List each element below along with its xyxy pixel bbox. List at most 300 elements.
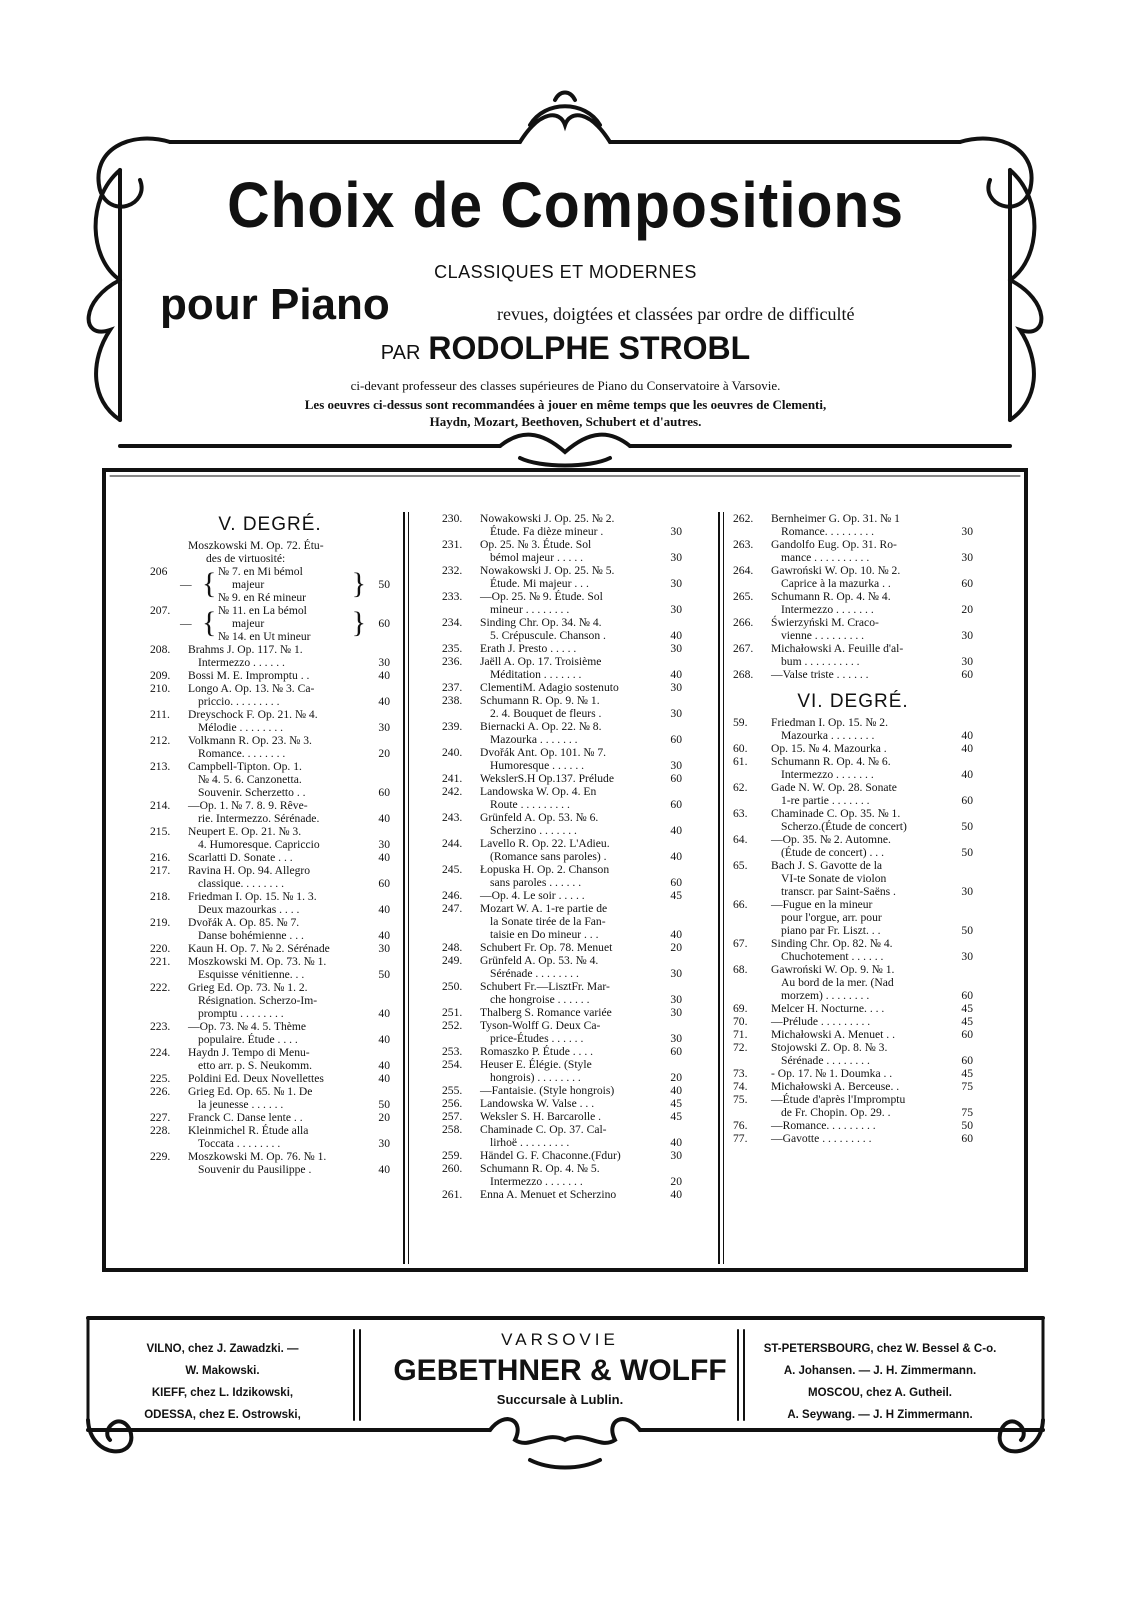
entry-text: VI-te Sonate de violon: [781, 872, 887, 885]
entry-number: 222.: [150, 981, 171, 994]
catalog-entry: [442, 1110, 682, 1123]
left-brace: {: [202, 606, 217, 639]
catalog-entry: [733, 1002, 973, 1015]
entry-price: 30: [961, 551, 973, 564]
entry-text: Humoresque . . . . . .: [490, 759, 585, 772]
column-divider-left-b: [408, 512, 409, 1264]
catalog-entry: [150, 864, 390, 890]
entry-number: 255.: [442, 1084, 463, 1097]
entry-text: pour l'orgue, arr. pour: [781, 911, 882, 924]
catalog-entry: [442, 642, 682, 655]
entry-text: Landowska W. Valse . . .: [480, 1097, 595, 1110]
entry-number: 267.: [733, 642, 754, 655]
entry-text: Franck C. Danse lente . .: [188, 1111, 303, 1124]
catalog-entry: [442, 941, 682, 954]
entry-price: 60: [378, 786, 390, 799]
entry-number: 260.: [442, 1162, 463, 1175]
entry-text: Route . . . . . . . . .: [490, 798, 570, 811]
entry-text: che hongroise . . . . . .: [490, 993, 590, 1006]
entry-number: 59.: [733, 716, 748, 729]
entry-text: Gawroński W. Op. 10. № 2.: [771, 564, 901, 577]
entry-price: 40: [961, 742, 973, 755]
entry-text: Campbell-Tipton. Op. 1.: [188, 760, 302, 773]
entry-number: 239.: [442, 720, 463, 733]
entry-number: 252.: [442, 1019, 463, 1032]
entry-price: 40: [670, 629, 682, 642]
entry-text: 4. Humoresque. Capriccio: [198, 838, 320, 851]
catalog-entry: [442, 1058, 682, 1084]
catalog-entry: [150, 682, 390, 708]
entry-text: Friedman I. Op. 15. № 2.: [771, 716, 889, 729]
catalog-entry: [442, 1019, 682, 1045]
entry-text: WekslerS.H Op.137. Prélude: [480, 772, 614, 785]
catalog-entry: [150, 981, 390, 1020]
entry-text: Sérénade . . . . . . . .: [781, 1054, 870, 1067]
entry-text: Tyson-Wolff G. Deux Ca-: [480, 1019, 601, 1032]
entry-text: Enna A. Menuet et Scherzino: [480, 1188, 617, 1201]
entry-text: Friedman I. Op. 15. № 1. 3.: [188, 890, 317, 903]
catalog-entry: [150, 1072, 390, 1085]
catalog-entry: [733, 1080, 973, 1093]
entry-text: Résignation. Scherzo-Im-: [198, 994, 318, 1007]
entry-price: 20: [670, 941, 682, 954]
entry-text: Grünfeld A. Op. 53. № 6.: [480, 811, 599, 824]
entry-price: 50: [961, 820, 973, 833]
entry-text: Moszkowski M. Op. 76. № 1.: [188, 1150, 327, 1163]
page-title: Choix de Compositions: [227, 169, 904, 241]
catalog-entry: [442, 1097, 682, 1110]
entry-number: 235.: [442, 642, 463, 655]
entry-text: Scherzo.(Étude de concert): [781, 820, 907, 833]
entry-number: 262.: [733, 512, 754, 525]
top-center-ornament: [520, 93, 610, 143]
catalog-entry: [150, 708, 390, 734]
entry-number: 63.: [733, 807, 748, 820]
entry-number: 217.: [150, 864, 171, 877]
catalog-entry: [442, 954, 682, 980]
entry-text: promptu . . . . . . . .: [198, 1007, 284, 1020]
catalog-entry: [733, 512, 973, 538]
entry-text: Händel G. F. Chaconne.(Fdur): [480, 1149, 621, 1162]
entry-number: 254.: [442, 1058, 463, 1071]
catalog-entry: [733, 1093, 973, 1119]
entry-text: Grieg Ed. Op. 73. № 1. 2.: [188, 981, 308, 994]
right-brace: }: [351, 606, 366, 639]
mid-center-ornament: [500, 435, 630, 466]
entry-text: Op. 15. № 4. Mazourka .: [771, 742, 887, 755]
entry-text: Stojowski Z. Op. 8. № 3.: [771, 1041, 888, 1054]
catalog-entry: [733, 898, 973, 937]
catalog-entry: [150, 851, 390, 864]
entry-number: 210.: [150, 682, 171, 695]
entry-price: 60: [961, 989, 973, 1002]
entry-price: 60: [378, 877, 390, 890]
catalog-entry: [442, 512, 682, 538]
entry-price: 30: [670, 603, 682, 616]
entry-text: price-Études . . . . . .: [490, 1032, 584, 1045]
catalog-entry-206: 206 — { № 7. en Mi bémol majeur № 9. en Ré mineur } 50: [150, 565, 390, 604]
entry-text: Weksler S. H. Barcarolle .: [480, 1110, 602, 1123]
entry-price: 30: [670, 551, 682, 564]
author-name: RODOLPHE STROBL: [428, 330, 751, 366]
entry-text: la Sonate tirée de la Fan-: [490, 915, 606, 928]
entry-text: Jaëll A. Op. 17. Troisième: [480, 655, 602, 668]
entry-text: Michałowski A. Menuet . .: [771, 1028, 895, 1041]
entry-price: 30: [961, 655, 973, 668]
catalog-entry: [442, 746, 682, 772]
entry-number: 232.: [442, 564, 463, 577]
entry-number: 71.: [733, 1028, 748, 1041]
entry-number: 245.: [442, 863, 463, 876]
footer-divider-left: [354, 1330, 360, 1420]
entry-text: —Op. 25. № 9. Étude. Sol: [480, 590, 603, 603]
entry-price: 60: [961, 668, 973, 681]
entry-number: 244.: [442, 837, 463, 850]
entry-price: 30: [670, 1032, 682, 1045]
catalog-entry: [442, 720, 682, 746]
entry-price: 30: [670, 525, 682, 538]
entry-text: —Fugue en la mineur: [771, 898, 873, 911]
entry-text: Étude. Fa dièze mineur .: [490, 525, 604, 538]
catalog-entry: [442, 889, 682, 902]
entry-price: 40: [670, 668, 682, 681]
entry-text: Sérénade . . . . . . . .: [490, 967, 579, 980]
catalog-entry: [733, 742, 973, 755]
entry-price: 40: [378, 903, 390, 916]
entry-price: 60: [961, 577, 973, 590]
column-divider-left: [403, 512, 405, 1264]
catalog-entry: [442, 616, 682, 642]
entry-text: classique. . . . . . . .: [198, 877, 284, 890]
entry-number: 238.: [442, 694, 463, 707]
entry-price: 30: [378, 1137, 390, 1150]
right-brace: }: [351, 567, 366, 600]
entry-price: 40: [378, 812, 390, 825]
entry-text: Kleinmichel R. Étude alla: [188, 1124, 309, 1137]
entry-price: 40: [378, 1072, 390, 1085]
entry-price: 30: [961, 950, 973, 963]
entry-text: —Romance. . . . . . . . .: [771, 1119, 876, 1132]
entry-text: Volkmann R. Op. 23. № 3.: [188, 734, 312, 747]
entry-text: Landowska W. Op. 4. En: [480, 785, 597, 798]
entry-price: 40: [378, 1007, 390, 1020]
catalog-entry: [442, 837, 682, 863]
entry-text: Intermezzo . . . . . . .: [490, 1175, 583, 1188]
entry-text: Esquisse vénitienne. . .: [198, 968, 305, 981]
entry-number: 261.: [442, 1188, 463, 1201]
entry-text: - Op. 17. № 1. Doumka . .: [771, 1067, 893, 1080]
entry-number: 73.: [733, 1067, 748, 1080]
entry-price: 40: [378, 929, 390, 942]
entry-number: 237.: [442, 681, 463, 694]
catalog-entry: [150, 1046, 390, 1072]
entry-text: —Valse triste . . . . . .: [771, 668, 869, 681]
entry-number: 264.: [733, 564, 754, 577]
entry-price: 30: [378, 656, 390, 669]
entry-text: Sinding Chr. Op. 34. № 4.: [480, 616, 602, 629]
entry-price: 60: [961, 1132, 973, 1145]
entry-number: 230.: [442, 512, 463, 525]
entry-price: 40: [378, 695, 390, 708]
catalog-entry: [733, 755, 973, 781]
entry-number: 75.: [733, 1093, 748, 1106]
catalog-entry: [442, 590, 682, 616]
entry-text: 2. 4. Bouquet de fleurs .: [490, 707, 602, 720]
entry-text: rie. Intermezzo. Sérénade.: [198, 812, 320, 825]
catalog-entry: [733, 590, 973, 616]
left-brace: {: [202, 567, 217, 600]
entry-text: bémol majeur . . . . .: [490, 551, 584, 564]
entry-text: Lavello R. Op. 22. L'Adieu.: [480, 837, 610, 850]
entry-price: 30: [961, 629, 973, 642]
dash: —: [180, 617, 192, 630]
column-divider-right: [718, 512, 720, 1264]
entry-number: 225.: [150, 1072, 171, 1085]
catalog-entry: [442, 785, 682, 811]
entry-text: la jeunesse . . . . . .: [198, 1098, 284, 1111]
entry-number: 257.: [442, 1110, 463, 1123]
catalog-entry: [733, 538, 973, 564]
entry-number: 243.: [442, 811, 463, 824]
entry-price: 45: [670, 1097, 682, 1110]
entry-text: 5. Crépuscule. Chanson .: [490, 629, 606, 642]
entry-text: 1-re partie . . . . . . .: [781, 794, 870, 807]
entry-number: 263.: [733, 538, 754, 551]
entry-text: Michałowski A. Feuille d'al-: [771, 642, 904, 655]
moszkowski-intro: Moszkowski M. Op. 72. Étu- des de virtuosité:: [188, 539, 324, 565]
entry-price: 40: [670, 850, 682, 863]
entry-text: Schumann R. Op. 4. № 5.: [480, 1162, 600, 1175]
publisher-city: VARSOVIE: [501, 1330, 619, 1349]
catalog-entry: [733, 833, 973, 859]
entry-price: 45: [961, 1002, 973, 1015]
entry-price: 30: [670, 993, 682, 1006]
entry-text: sans paroles . . . . . .: [490, 876, 582, 889]
entry-text: Longo A. Op. 13. № 3. Ca-: [188, 682, 315, 695]
entry-price: 30: [378, 721, 390, 734]
entry-text: Op. 25. № 3. Étude. Sol: [480, 538, 592, 551]
entry-price: 60: [961, 1028, 973, 1041]
entry-price: 40: [670, 1188, 682, 1201]
entry-number: 62.: [733, 781, 748, 794]
entry-number: 213.: [150, 760, 171, 773]
entry-number: 65.: [733, 859, 748, 872]
entry-text: Dvořák Ant. Op. 101. № 7.: [480, 746, 607, 759]
entry-text: —Gavotte . . . . . . . . .: [771, 1132, 872, 1145]
entry-price: 30: [670, 967, 682, 980]
instrument-heading: pour Piano: [160, 280, 390, 329]
entry-text: Poldini Ed. Deux Novellettes: [188, 1072, 324, 1085]
entry-text: Romaszko P. Étude . . . .: [480, 1045, 594, 1058]
catalog-entry: [150, 643, 390, 669]
entry-number: 240.: [442, 746, 463, 759]
entry-price: 20: [378, 1111, 390, 1124]
footer-publisher-block: [380, 1330, 740, 1407]
entry-number: 77.: [733, 1132, 748, 1145]
catalog-entry: [150, 799, 390, 825]
catalog-entry: [150, 734, 390, 760]
entry-number: 66.: [733, 898, 748, 911]
entry-number: 226.: [150, 1085, 171, 1098]
entry-text: transcr. par Saint-Saëns .: [781, 885, 896, 898]
entry-price: 30: [670, 642, 682, 655]
entry-price: 50: [961, 846, 973, 859]
catalog-entry: [733, 859, 973, 898]
entry-number: 233.: [442, 590, 463, 603]
entry-text: Świerzyński M. Craco-: [771, 616, 879, 629]
entry-price: 40: [378, 669, 390, 682]
entry-text: piano par Fr. Liszt. . .: [781, 924, 881, 937]
entry-text: Intermezzo . . . . . .: [198, 656, 285, 669]
entry-number: 67.: [733, 937, 748, 950]
entry-number: 215.: [150, 825, 171, 838]
entry-price: 40: [670, 1136, 682, 1149]
entry-price: 30: [670, 1006, 682, 1019]
entry-text: (Romance sans paroles) .: [490, 850, 607, 863]
entry-text: —Prélude . . . . . . . . .: [771, 1015, 871, 1028]
entry-number: 242.: [442, 785, 463, 798]
entry-price: 60: [670, 733, 682, 746]
catalog-entry: [442, 772, 682, 785]
entry-text: —Étude d'après l'Impromptu: [771, 1093, 906, 1106]
entry-number: 241.: [442, 772, 463, 785]
entry-text: Mélodie . . . . . . . .: [198, 721, 284, 734]
catalog-entry: [733, 1132, 973, 1145]
entry-text: vienne . . . . . . . . .: [781, 629, 865, 642]
catalog-list-col2: [442, 512, 682, 1201]
catalog-entry: [733, 963, 973, 1002]
entry-price: 30: [670, 681, 682, 694]
entry-text: Dvořák A. Op. 85. № 7.: [188, 916, 300, 929]
entry-price: 45: [961, 1015, 973, 1028]
entry-text: Bach J. S. Gavotte de la: [771, 859, 883, 872]
par-label: PAR: [380, 342, 421, 364]
catalog-entry: [442, 681, 682, 694]
catalog-entry: [150, 1111, 390, 1124]
entry-number: 248.: [442, 941, 463, 954]
subtitle: CLASSIQUES ET MODERNES: [434, 262, 697, 282]
entry-text: Melcer H. Nocturne. . . .: [771, 1002, 885, 1015]
entry-number: 247.: [442, 902, 463, 915]
entry-text: lirhoë . . . . . . . . .: [490, 1136, 570, 1149]
catalog-list-col1: [150, 643, 390, 1176]
entry-text: Souvenir du Pausilippe .: [198, 1163, 312, 1176]
entry-text: Caprice à la mazurka . .: [781, 577, 891, 590]
entry-price: 60: [961, 794, 973, 807]
entry-price: 40: [670, 1084, 682, 1097]
catalog-entry: [150, 669, 390, 682]
entry-text: Bossi M. E. Impromptu . .: [188, 669, 310, 682]
entry-text: Gade N. W. Op. 28. Sonate: [771, 781, 897, 794]
entry-number: 68.: [733, 963, 748, 976]
entry-number: 228.: [150, 1124, 171, 1137]
entry-text: bum . . . . . . . . . .: [781, 655, 860, 668]
entry-price: 20: [961, 603, 973, 616]
entry-number: 207.: [150, 604, 171, 617]
entry-number: 60.: [733, 742, 748, 755]
entry-text: Kaun H. Op. 7. № 2. Sérénade: [188, 942, 330, 955]
catalog-entry: [733, 564, 973, 590]
entry-price: 50: [961, 1119, 973, 1132]
entry-price: 30: [670, 759, 682, 772]
entry-number: 206: [150, 565, 168, 578]
entry-number: 229.: [150, 1150, 171, 1163]
catalog-entry: [733, 807, 973, 833]
entry-text: Schumann R. Op. 4. № 6.: [771, 755, 891, 768]
entry-price: 40: [378, 851, 390, 864]
catalog-entry: [733, 1067, 973, 1080]
degree-6-heading: VI. DEGRÉ.: [797, 691, 909, 712]
entry-text: Neupert E. Op. 21. № 3.: [188, 825, 302, 838]
entry-text: Thalberg S. Romance variée: [480, 1006, 612, 1019]
catalog-entry: [442, 1123, 682, 1149]
column-divider-right-b: [723, 512, 724, 1264]
author-line: [0, 330, 1131, 367]
entry-price: 60: [670, 876, 682, 889]
entry-text: mineur . . . . . . . .: [490, 603, 570, 616]
entry-price: 45: [961, 1067, 973, 1080]
entry-number: 61.: [733, 755, 748, 768]
entry-number: 246.: [442, 889, 463, 902]
entry-number: 259.: [442, 1149, 463, 1162]
catalog-entry: [733, 616, 973, 642]
entry-text: Intermezzo . . . . . . .: [781, 603, 874, 616]
entry-text: —Op. 1. № 7. 8. 9. Rêve-: [188, 799, 308, 812]
catalog-entry: [442, 1006, 682, 1019]
entry-price: 20: [378, 747, 390, 760]
entry-text: Mazourka . . . . . . .: [490, 733, 578, 746]
recommendation-line-1: Les oeuvres ci-dessus sont recommandées à jouer en même temps que les oeuvres de Clementi,: [304, 397, 827, 412]
catalog-column-1: [150, 512, 390, 1176]
catalog-entry: [150, 760, 390, 799]
entry-text: Dreyschock F. Op. 21. № 4.: [188, 708, 318, 721]
entry-text: Schubert Fr.—LisztFr. Mar-: [480, 980, 610, 993]
footer-agents-left: VILNO, chez J. Zawadzki. — W. Makowski. KIEFF, chez L. Idzikowski, ODESSA, chez E. Ostrowski,: [144, 1343, 301, 1421]
entry-text: Nowakowski J. Op. 25. № 2.: [480, 512, 615, 525]
entry-text: Au bord de la mer. (Nad: [781, 976, 894, 989]
entry-text: Bernheimer G. Op. 31. № 1: [771, 512, 900, 525]
entry-text: Gawroński W. Op. 9. № 1.: [771, 963, 895, 976]
entry-number: 212.: [150, 734, 171, 747]
entry-number: 266.: [733, 616, 754, 629]
catalog-entry: [733, 937, 973, 963]
entry-number: 69.: [733, 1002, 748, 1015]
catalog-entry: [442, 538, 682, 564]
entry-number: 223.: [150, 1020, 171, 1033]
entry-number: 219.: [150, 916, 171, 929]
entry-number: 249.: [442, 954, 463, 967]
entry-text: Schumann R. Op. 4. № 4.: [771, 590, 891, 603]
entry-price: 40: [670, 928, 682, 941]
entry-text: Mazourka . . . . . . . .: [781, 729, 875, 742]
edition-note: revues, doigtées et classées par ordre de difficulté: [497, 304, 855, 324]
entry-price: 50: [378, 1098, 390, 1111]
entry-number: 253.: [442, 1045, 463, 1058]
entry-price: 50: [378, 968, 390, 981]
catalog-entry: [150, 955, 390, 981]
entry-price: 30: [378, 838, 390, 851]
entry-price: 40: [670, 824, 682, 837]
entry-text: Grieg Ed. Op. 65. № 1. De: [188, 1085, 313, 1098]
entry-number: 214.: [150, 799, 171, 812]
entry-text: hongrois) . . . . . . . .: [490, 1071, 581, 1084]
entry-number: 231.: [442, 538, 463, 551]
entry-number: 209.: [150, 669, 171, 682]
entry-price: 75: [961, 1080, 973, 1093]
entry-price: 45: [670, 1110, 682, 1123]
catalog-entry: [150, 916, 390, 942]
entry-text: —Op. 4. Le soir . . . . .: [480, 889, 585, 902]
